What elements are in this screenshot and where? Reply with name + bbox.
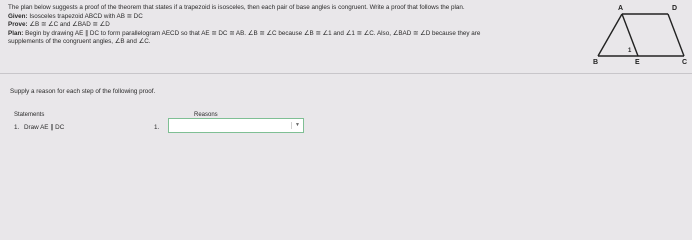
reason-1-dropdown[interactable] bbox=[168, 118, 304, 133]
statements-header: Statements bbox=[14, 112, 45, 118]
step-1-statement: Draw AE ∥ DC bbox=[24, 124, 65, 131]
side-ab bbox=[598, 14, 622, 56]
prove-text: ∠B ≅ ∠C and ∠BAD ≅ ∠D bbox=[29, 21, 110, 29]
vertex-d-label: D bbox=[672, 5, 678, 12]
plan-text: Begin by drawing AE ∥ DC to form parallelogram AECD so that AE ≅ DC ≅ AB. ∠B ≅ ∠C because ∠B ≅ ∠1 and ∠1 ≅ ∠C. Also, ∠BAD ≅ ∠D because they are bbox=[25, 29, 481, 37]
prove-label: Prove: bbox=[8, 21, 28, 29]
angle-1-label: 1 bbox=[628, 48, 632, 54]
given-text: Isosceles trapezoid ABCD with AB ≅ DC bbox=[29, 12, 143, 20]
vertex-a-label: A bbox=[618, 5, 624, 12]
reason-1-number: 1. bbox=[154, 124, 160, 131]
chevron-down-icon[interactable]: ▼ bbox=[291, 122, 300, 129]
plan-line bbox=[8, 30, 568, 39]
reasons-header: Reasons bbox=[194, 112, 218, 118]
problem-statement bbox=[8, 4, 568, 47]
section-divider bbox=[0, 73, 692, 74]
problem-intro: The plan below suggests a proof of the theorem that states if a trapezoid is isosceles, then each pair of base angles is congruent. Write a proof that follows the plan. bbox=[8, 4, 465, 11]
step-1-number: 1. bbox=[14, 124, 20, 131]
vertex-b-label: B bbox=[593, 59, 599, 66]
prove-line bbox=[8, 21, 568, 30]
side-dc bbox=[668, 14, 684, 56]
plan-line-2: supplements of the congruent angles, ∠B and ∠C. bbox=[8, 38, 151, 46]
vertex-e-label: E bbox=[635, 59, 640, 66]
given-line bbox=[8, 13, 568, 22]
trapezoid-figure bbox=[588, 2, 688, 66]
given-label: Given: bbox=[8, 12, 28, 20]
vertex-c-label: C bbox=[682, 59, 688, 66]
task-instruction: Supply a reason for each step of the following proof. bbox=[10, 88, 156, 95]
plan-label: Plan: bbox=[8, 29, 24, 37]
